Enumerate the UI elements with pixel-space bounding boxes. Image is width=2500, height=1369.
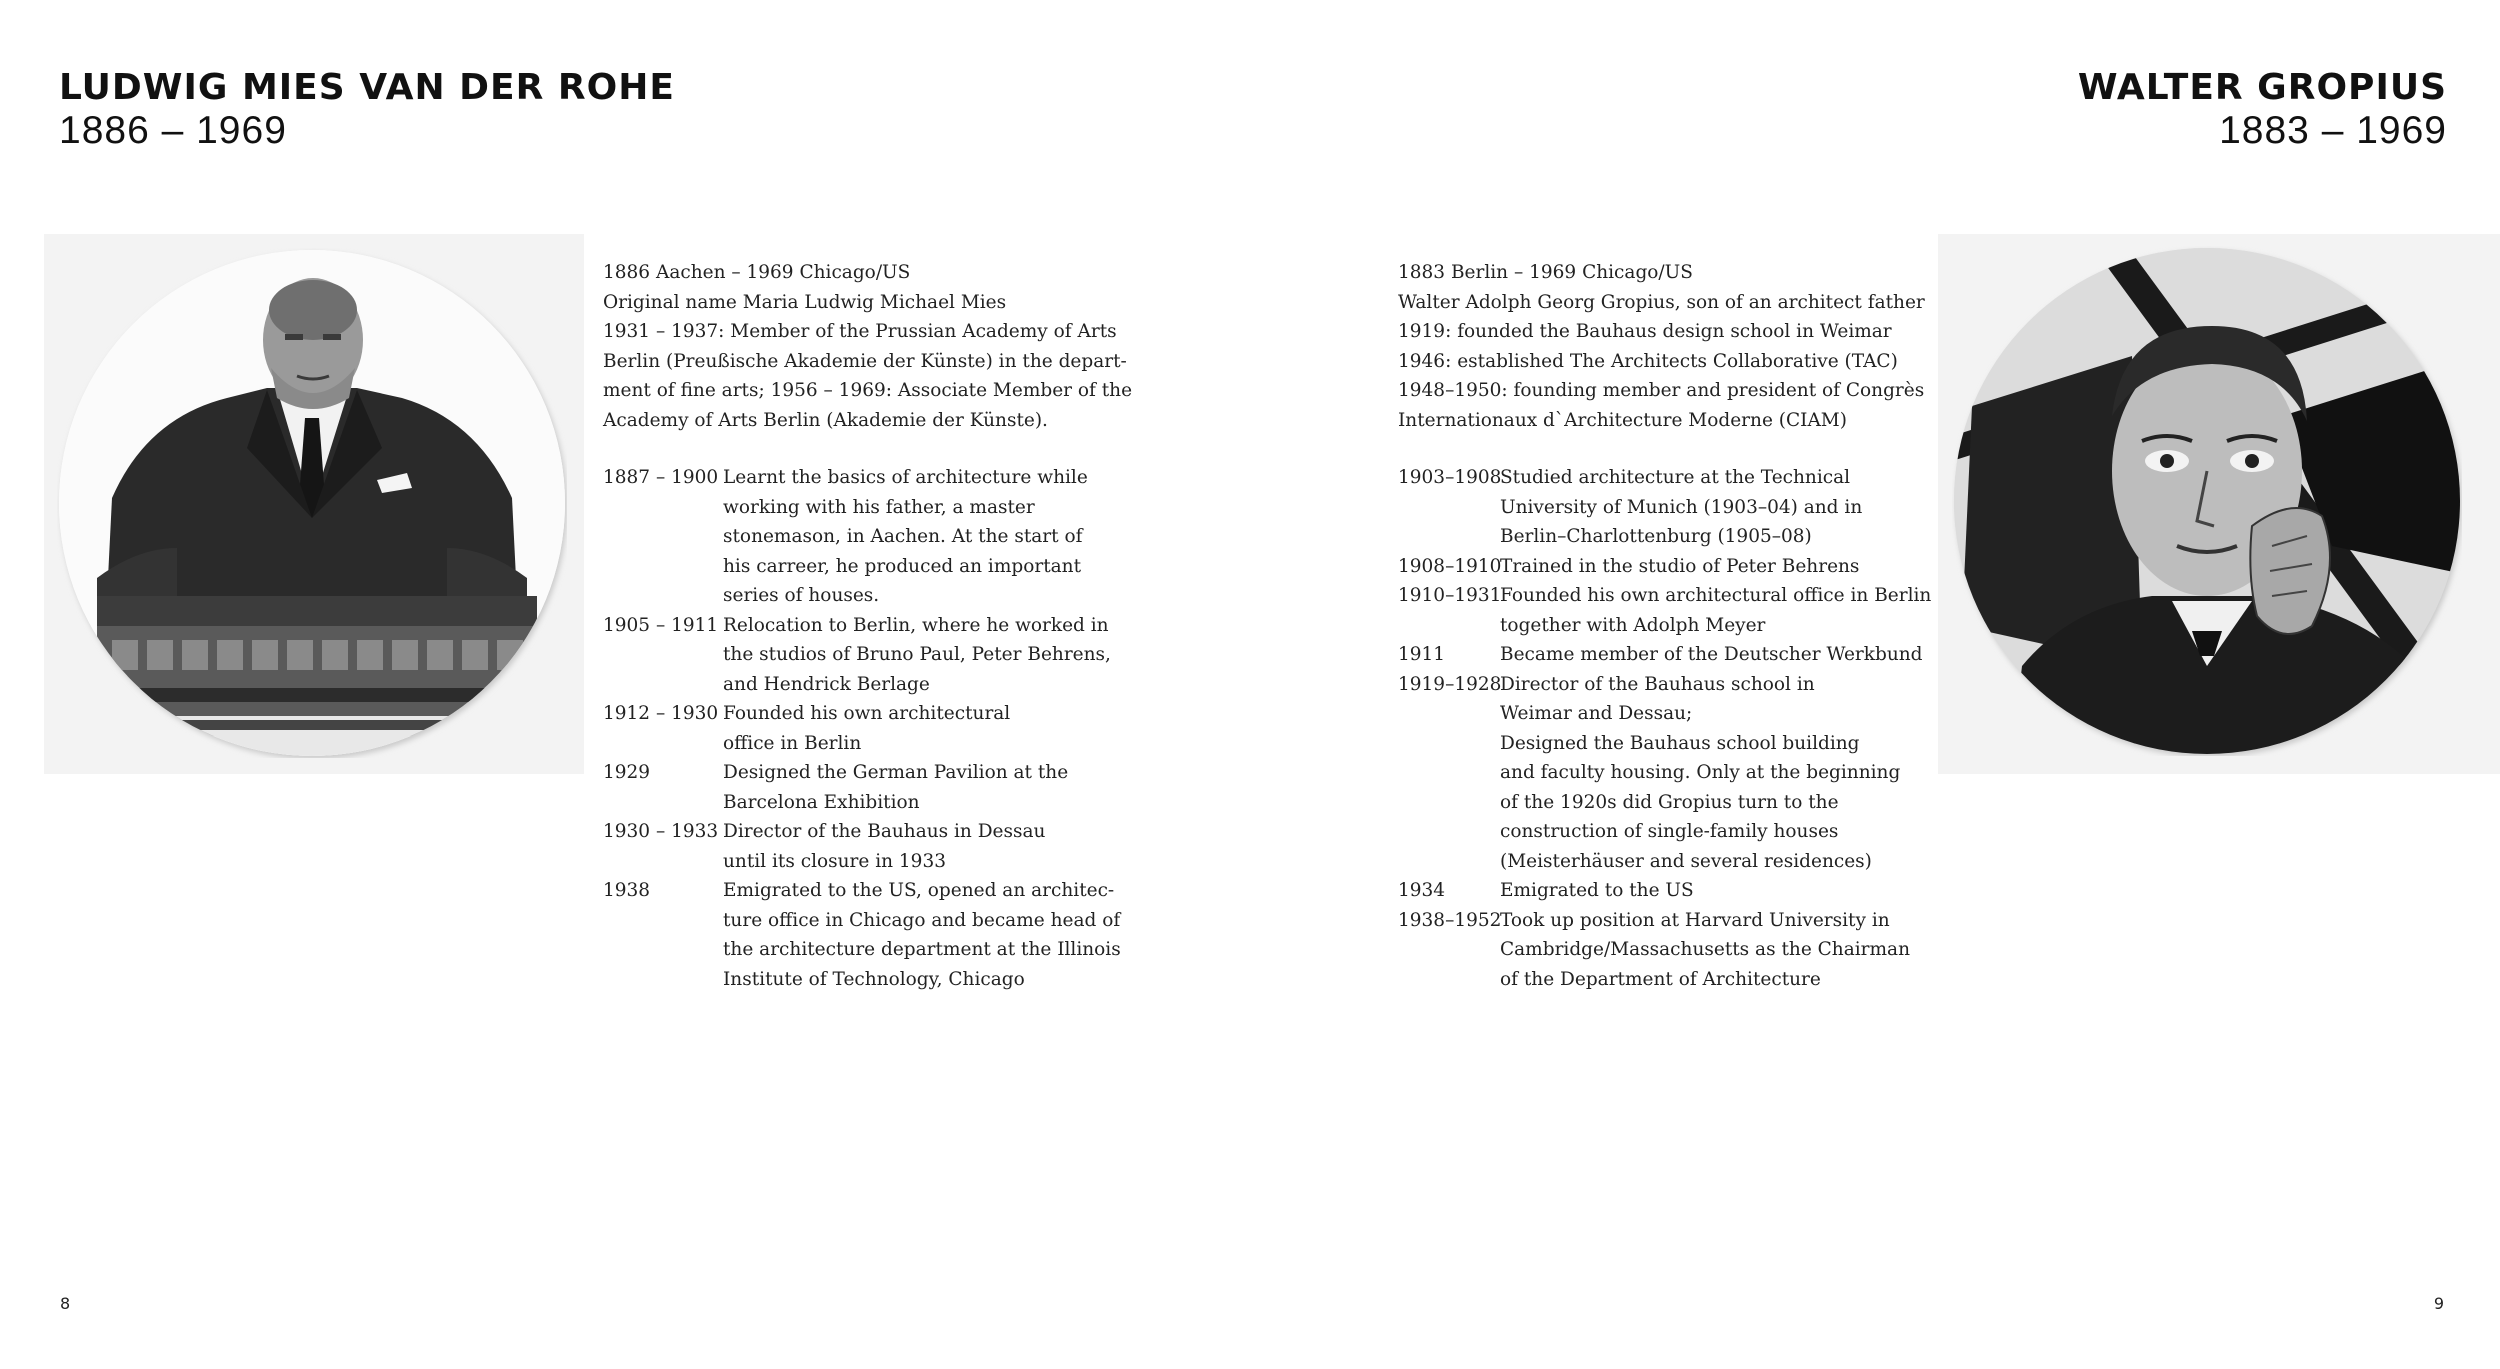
summary-line: 1948–1950: founding member and president of Congrès bbox=[1398, 380, 1925, 401]
timeline-line: Designed the German Pavilion at the bbox=[723, 762, 1069, 783]
career-timeline bbox=[603, 463, 1163, 994]
timeline-year: 1905 – 1911 bbox=[603, 614, 719, 636]
timeline-line: the architecture department at the Illinois bbox=[723, 939, 1121, 960]
timeline-entry bbox=[603, 758, 1163, 817]
timeline-line: Became member of the Deutscher Werkbund bbox=[1500, 644, 1923, 665]
timeline-text bbox=[723, 463, 1088, 611]
timeline-line: together with Adolph Meyer bbox=[1500, 614, 1766, 636]
timeline-line: construction of single-family houses bbox=[1500, 821, 1839, 842]
timeline-year: 1938–1952 bbox=[1398, 909, 1502, 931]
timeline-line: Took up position at Harvard University in bbox=[1500, 909, 1890, 931]
timeline-year: 1911 bbox=[1398, 644, 1446, 665]
timeline-year: 1903–1908 bbox=[1398, 467, 1502, 488]
summary-line: Academy of Arts Berlin (Akademie der Künste). bbox=[603, 409, 1048, 431]
summary-line: Original name Maria Ludwig Michael Mies bbox=[603, 291, 1007, 313]
summary-line: 1946: established The Architects Collaborative (TAC) bbox=[1398, 350, 1898, 372]
timeline-line: Designed the Bauhaus school building bbox=[1500, 732, 1860, 754]
architect-name: WALTER GROPIUS bbox=[2077, 67, 2447, 108]
architect-name: LUDWIG MIES VAN DER ROHE bbox=[59, 67, 675, 108]
timeline-text bbox=[1500, 670, 1900, 877]
timeline-line: and faculty housing. Only at the beginning bbox=[1500, 762, 1901, 783]
timeline-text bbox=[723, 817, 1045, 876]
timeline-line: Founded his own architectural bbox=[723, 703, 1011, 724]
timeline-entry bbox=[1398, 552, 1958, 582]
timeline-year: 1929 bbox=[603, 762, 651, 783]
timeline-line: Weimar and Dessau; bbox=[1500, 703, 1693, 724]
timeline-text bbox=[723, 758, 1068, 817]
page-number: 9 bbox=[2433, 1294, 2444, 1313]
career-timeline bbox=[1398, 463, 1958, 994]
timeline-line: the studios of Bruno Paul, Peter Behrens, bbox=[723, 644, 1111, 665]
timeline-entry bbox=[1398, 906, 1958, 995]
timeline-year: 1887 – 1900 bbox=[603, 467, 719, 488]
timeline-text bbox=[1500, 640, 1923, 670]
biography-summary bbox=[1398, 258, 1925, 435]
timeline-line: Barcelona Exhibition bbox=[723, 791, 920, 813]
timeline-text bbox=[1500, 906, 1910, 995]
summary-line: 1883 Berlin – 1969 Chicago/US bbox=[1398, 262, 1693, 283]
timeline-text bbox=[1500, 463, 1862, 552]
summary-line: 1886 Aachen – 1969 Chicago/US bbox=[603, 262, 911, 283]
timeline-line: ture office in Chicago and became head of bbox=[723, 909, 1121, 931]
timeline-text bbox=[1500, 876, 1694, 906]
biography-summary bbox=[603, 258, 1132, 435]
summary-line: 1919: founded the Bauhaus design school in Weimar bbox=[1398, 321, 1892, 342]
timeline-line: of the Department of Architecture bbox=[1500, 968, 1821, 990]
summary-line: Internationaux d`Architecture Moderne (CIAM) bbox=[1398, 409, 1847, 431]
timeline-entry bbox=[1398, 670, 1958, 877]
timeline-text bbox=[723, 699, 1010, 758]
timeline-line: (Meisterhäuser and several residences) bbox=[1500, 850, 1872, 872]
timeline-line: Emigrated to the US bbox=[1500, 880, 1694, 901]
timeline-entry bbox=[1398, 640, 1958, 670]
timeline-line: of the 1920s did Gropius turn to the bbox=[1500, 791, 1839, 813]
timeline-line: Director of the Bauhaus school in bbox=[1500, 673, 1815, 695]
timeline-year: 1910–1931 bbox=[1398, 585, 1502, 606]
timeline-line: Studied architecture at the Technical bbox=[1500, 467, 1851, 488]
timeline-entry bbox=[603, 611, 1163, 700]
timeline-entry bbox=[603, 876, 1163, 994]
timeline-line: Learnt the basics of architecture while bbox=[723, 467, 1088, 488]
right-page bbox=[1250, 0, 2500, 1369]
timeline-entry bbox=[603, 699, 1163, 758]
architect-life-years: 1886 – 1969 bbox=[59, 109, 287, 152]
summary-line: Walter Adolph Georg Gropius, son of an architect father bbox=[1398, 291, 1925, 313]
timeline-line: Cambridge/Massachusetts as the Chairman bbox=[1500, 939, 1910, 960]
summary-line: Berlin (Preußische Akademie der Künste) in the depart- bbox=[603, 350, 1127, 372]
architect-life-years: 1883 – 1969 bbox=[2219, 109, 2447, 152]
timeline-line: until its closure in 1933 bbox=[723, 850, 946, 872]
timeline-line: University of Munich (1903–04) and in bbox=[1500, 496, 1863, 518]
timeline-line: stonemason, in Aachen. At the start of bbox=[723, 526, 1083, 547]
timeline-text bbox=[723, 876, 1121, 994]
timeline-line: Founded his own architectural office in Berlin bbox=[1500, 585, 1932, 606]
timeline-entry bbox=[1398, 581, 1958, 640]
page-number: 8 bbox=[60, 1294, 71, 1313]
timeline-line: Relocation to Berlin, where he worked in bbox=[723, 614, 1109, 636]
timeline-year: 1919–1928 bbox=[1398, 673, 1502, 695]
summary-line: ment of fine arts; 1956 – 1969: Associate Member of the bbox=[603, 380, 1133, 401]
timeline-line: his carreer, he produced an important bbox=[723, 555, 1082, 577]
timeline-entry bbox=[1398, 876, 1958, 906]
timeline-text bbox=[723, 611, 1111, 700]
mies-portrait-illustration bbox=[57, 248, 567, 758]
timeline-line: series of houses. bbox=[723, 585, 880, 606]
timeline-line: Trained in the studio of Peter Behrens bbox=[1500, 555, 1860, 577]
timeline-line: Emigrated to the US, opened an architec- bbox=[723, 880, 1115, 901]
timeline-year: 1930 – 1933 bbox=[603, 821, 719, 842]
timeline-entry bbox=[603, 463, 1163, 611]
timeline-text bbox=[1500, 581, 1931, 640]
timeline-line: Director of the Bauhaus in Dessau bbox=[723, 821, 1046, 842]
timeline-entry bbox=[603, 817, 1163, 876]
timeline-text bbox=[1500, 552, 1859, 582]
timeline-year: 1908–1910 bbox=[1398, 555, 1502, 577]
timeline-year: 1938 bbox=[603, 880, 651, 901]
timeline-line: working with his father, a master bbox=[723, 496, 1035, 518]
gropius-portrait-illustration bbox=[1952, 246, 2462, 756]
summary-line: 1931 – 1937: Member of the Prussian Academy of Arts bbox=[603, 321, 1117, 342]
timeline-year: 1912 – 1930 bbox=[603, 703, 719, 724]
timeline-year: 1934 bbox=[1398, 880, 1446, 901]
timeline-line: and Hendrick Berlage bbox=[723, 673, 930, 695]
timeline-entry bbox=[1398, 463, 1958, 552]
timeline-line: Institute of Technology, Chicago bbox=[723, 968, 1025, 990]
timeline-line: Berlin–Charlottenburg (1905–08) bbox=[1500, 526, 1812, 547]
timeline-line: office in Berlin bbox=[723, 732, 862, 754]
